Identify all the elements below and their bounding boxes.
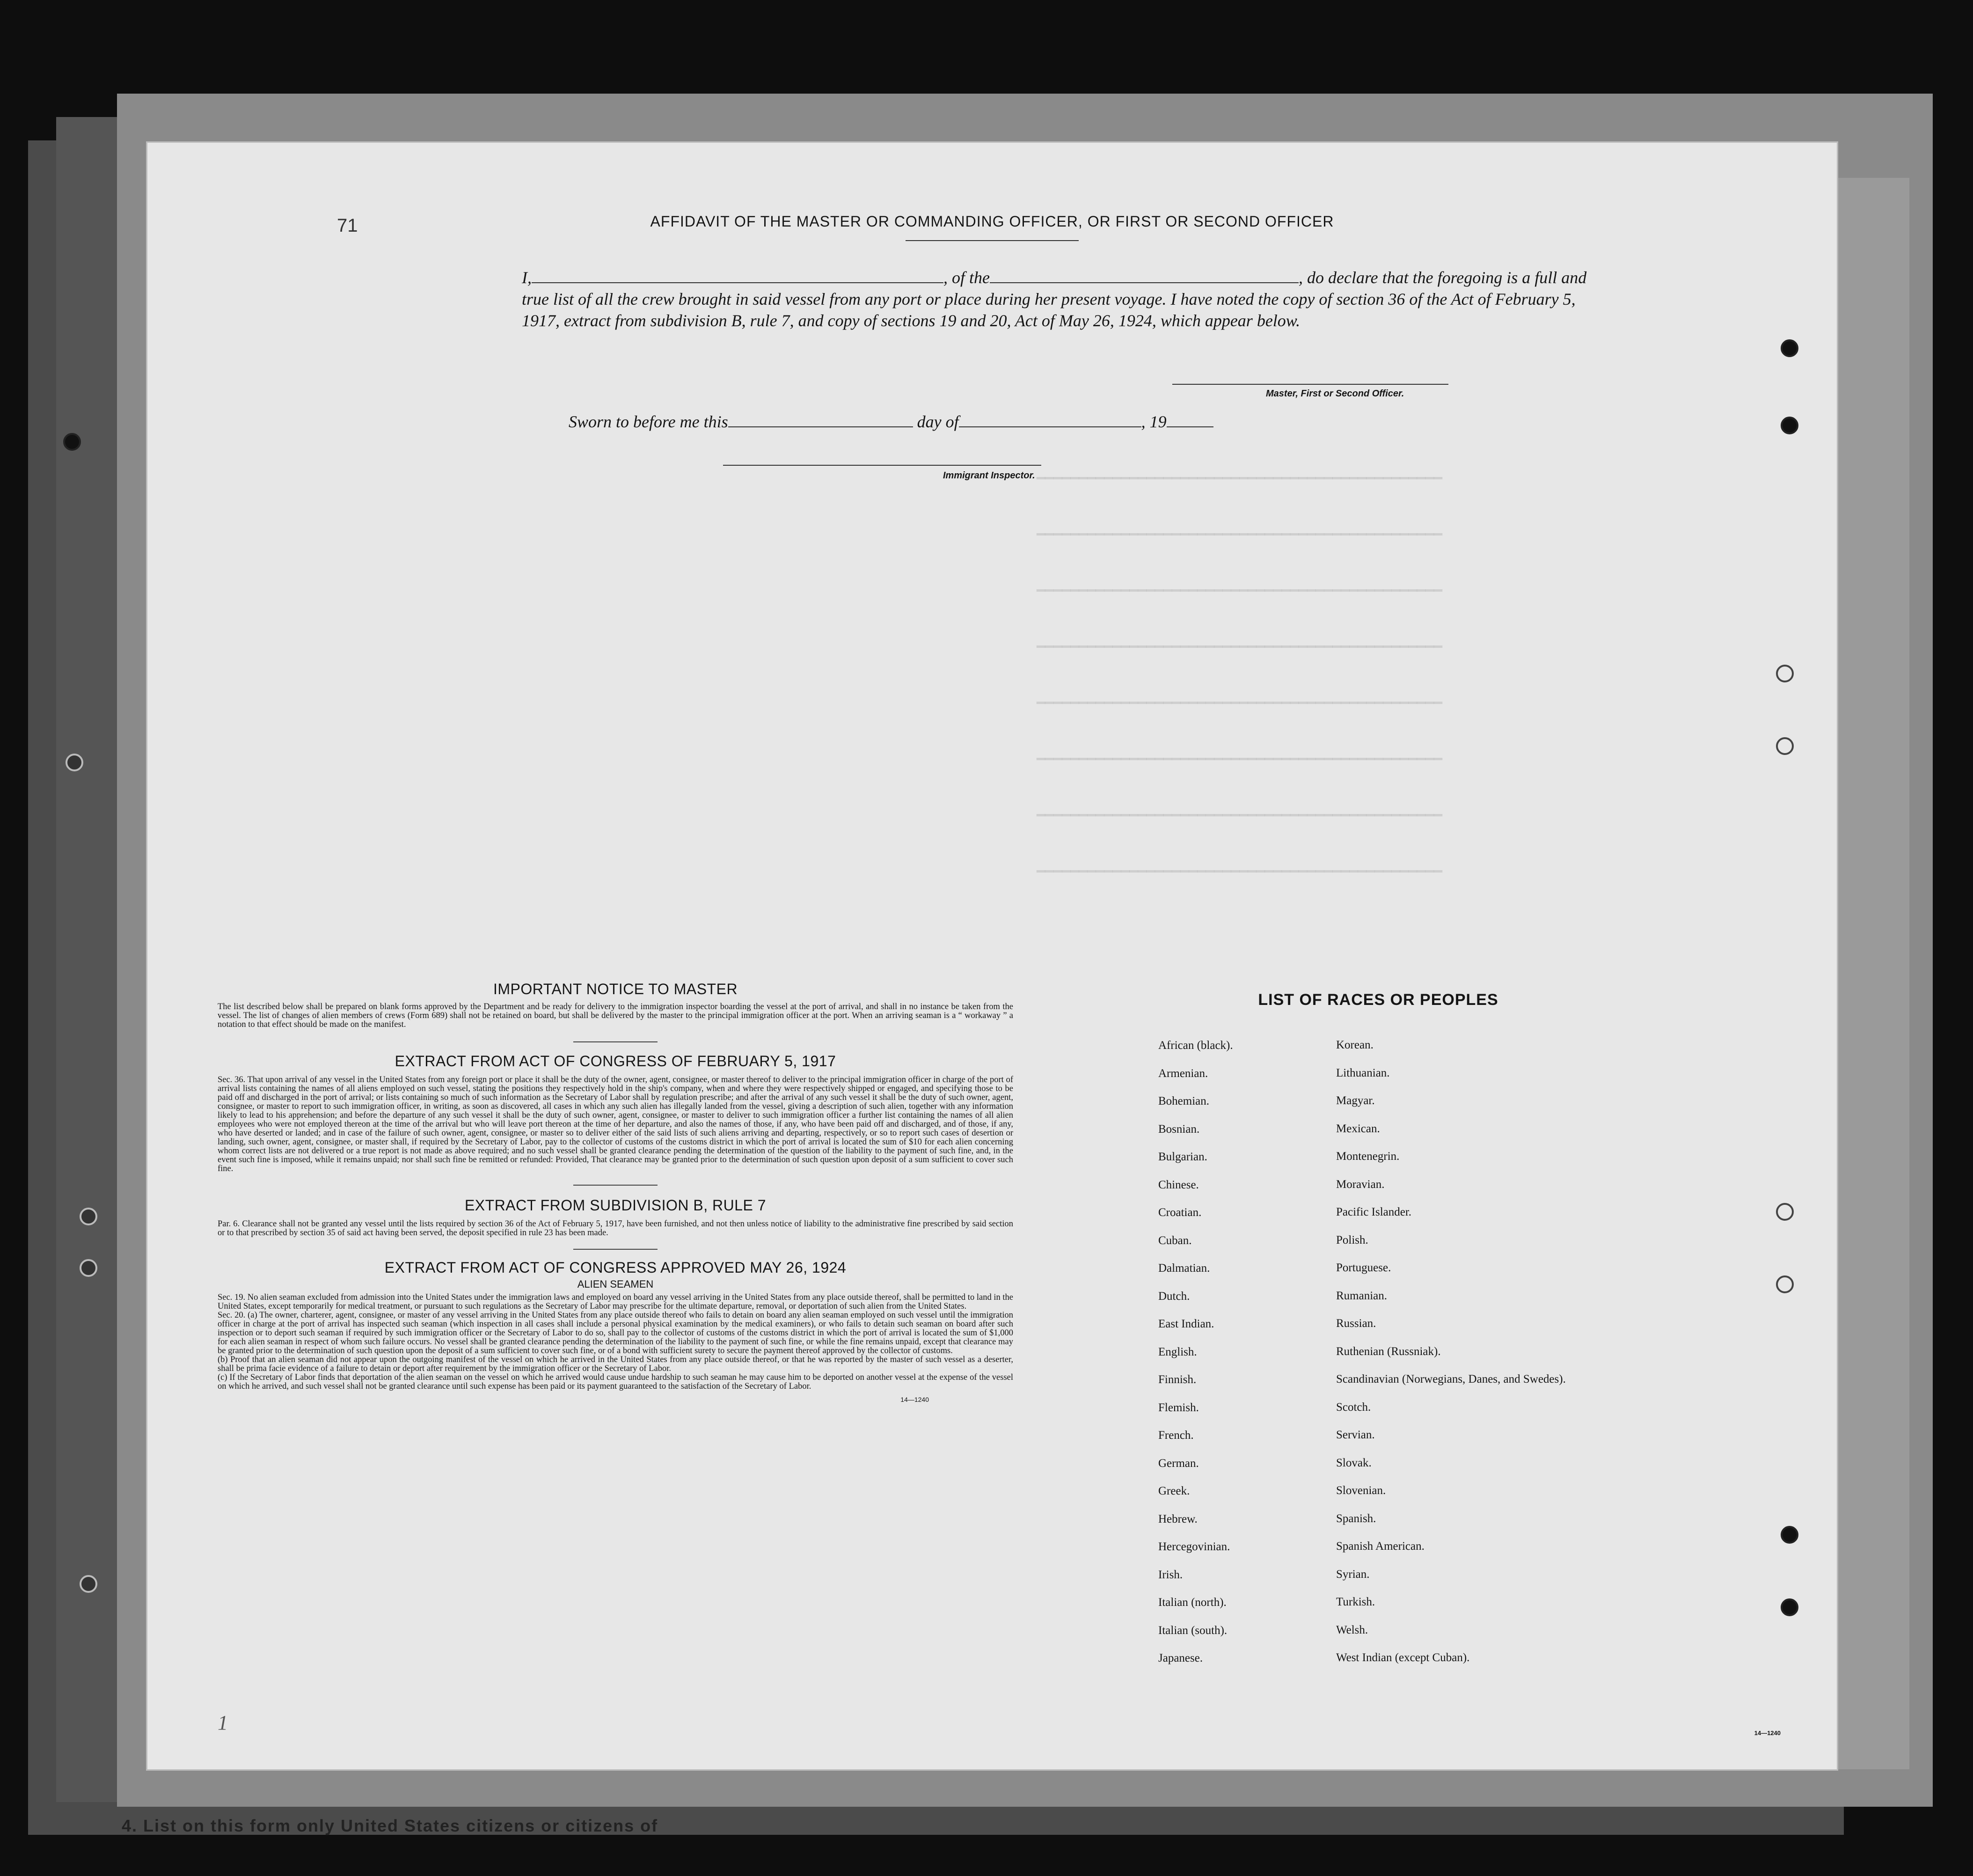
race-right: Mexican.	[1336, 1122, 1380, 1135]
section-rule	[573, 1185, 658, 1186]
race-left: Hebrew.	[1158, 1512, 1198, 1525]
race-left: Bohemian.	[1158, 1095, 1210, 1107]
year-blank	[1167, 412, 1213, 427]
race-right: Russian.	[1336, 1317, 1376, 1330]
race-row	[1158, 1318, 1579, 1346]
race-right: Slovenian.	[1336, 1484, 1386, 1497]
race-left: German.	[1158, 1457, 1199, 1470]
race-right: Scotch.	[1336, 1400, 1371, 1414]
race-left: Dutch.	[1158, 1290, 1190, 1303]
sworn-line	[569, 412, 1213, 432]
race-right: Korean.	[1336, 1039, 1374, 1051]
day-blank	[728, 412, 913, 427]
race-row	[1158, 1485, 1579, 1513]
races-title: LIST OF RACES OR PEOPLES	[1258, 991, 1498, 1009]
master-caption: Master, First or Second Officer.	[1266, 388, 1404, 399]
race-row	[1158, 1039, 1579, 1067]
race-right: Syrian.	[1336, 1568, 1370, 1581]
extract-rule7-heading: EXTRACT FROM SUBDIVISION B, RULE 7	[464, 1197, 767, 1214]
affidavit-i: I,	[522, 268, 532, 287]
affidavit-title: AFFIDAVIT OF THE MASTER OR COMMANDING OFFICER, OR FIRST OR SECOND OFFICER	[650, 213, 1334, 230]
top-mark: 71	[337, 215, 358, 236]
sworn-prefix: Sworn to before me this	[569, 412, 728, 431]
race-right: Spanish.	[1336, 1512, 1376, 1525]
title-rule	[906, 240, 1079, 241]
race-row	[1158, 1373, 1579, 1401]
binder-hole	[1781, 339, 1798, 357]
extract-rule7-body: Par. 6. Clearance shall not be granted any vessel until the lists required by section 36 of the Act of February 5, 1917, have been furnished, and not then unless notice of liability to the administrative fine prescribed by said section or to that prescribed by section 35 of said act having been served, the deposit specified in rule 23 has been made.	[218, 1219, 1013, 1238]
background-sheet-text: 4. List on this form only United States citizens or citizens of	[122, 1816, 658, 1835]
race-left: English.	[1158, 1345, 1197, 1358]
master-signature-line	[1172, 384, 1448, 385]
race-left: Armenian.	[1158, 1067, 1208, 1080]
extract-1924-sec20a: Sec. 20. (a) The owner, charterer, agent, consignee, or master of any vessel arriving in the United States from any place outside thereof who fails to detain on board any alien seaman employed on such vessel until the immigration officer in charge at the port of arrival has inspected such seaman (which inspection in all cases shall include a personal physical examination by the medical examiners), or who fails to detain such seaman on board after such inspection or to deport such seaman if required by such immigration officer or the Secretary of Labor to do so, shall pay to the collector of customs of the customs district in which the port of arrival is located the sum of $1,000 for each alien seaman in respect of whom such failure occurs. No vessel shall be granted clearance pending the determination of the liability to the payment of such fine, or while the fine remains unpaid, except that clearance may be granted prior to the determination of such question upon the deposit of a sum sufficient to cover such fine, or of a bond with sufficient surety to secure the payment thereof approved by the collector of customs.	[218, 1311, 1013, 1356]
extract-1924-sec19: Sec. 19. No alien seaman excluded from admission into the United States under the immigration laws and employed on board any vessel arriving in the United States from any place outside thereof, shall be permitted to land in the United States, except temporarily for medical treatment, or pursuant to such regulations as the Secretary of Labor may prescribe for the ultimate departure, removal, or deportation of such alien from the United States.	[218, 1293, 1013, 1311]
race-row	[1158, 1513, 1579, 1541]
race-row	[1158, 1151, 1579, 1179]
race-row	[1158, 1401, 1579, 1429]
race-row	[1158, 1290, 1579, 1318]
binder-hole	[1781, 417, 1798, 434]
extract-1917-body: Sec. 36. That upon arrival of any vessel in the United States from any foreign port or place it shall be the duty of the owner, agent, consignee, or master thereof to deliver to the principal immigration officer in charge of the port of arrival lists containing the names of all aliens employed on such vessel, stating the positions they respectively hold in the ship's company, when and where they were respectively shipped or engaged, and specifying those to be paid off and discharged in the port of arrival; or lists containing so much of such information as the Secretary of Labor shall by regulation prescribe; and after the arrival of any such vessel it shall be the duty of such owner, agent, consignee, or master to report to such immigration officer, in writing, as soon as discovered, all cases in which any such alien has illegally landed from the vessel, giving a description of such alien, together with any information likely to lead to his apprehension; and before the departure of any such vessel it shall be the duty of such owner, agent, consignee, or master to deliver to such immigration officer a further list containing the names of all alien employees who were not employed thereon at the time of the arrival but who will leave port thereon at the time of her departure, and also the names of those, if any, who have been paid off and discharged, and of those, if any, who have deserted or landed; and in case of the failure of such owner, agent, consignee, or master so to deliver either of the said lists of such aliens arriving and departing, respectively, or so to report such cases of desertion or landing, such owner, agent, consignee, or master shall, if required by the Secretary of Labor, pay to the collector of customs of the customs district in which the port of arrival is located the sum of $10 for each alien concerning whom correct lists are not delivered or a true report is not made as above required; and no such vessel shall be granted clearance pending the determination of the question of the liability to the payment of such fine, and, in the event such fine is imposed, while it remains unpaid; nor shall such fine be remitted or refunded: Provided, That clearance may be granted prior to the determination of such question upon deposit of a sum sufficient to cover such fine.	[218, 1075, 1013, 1173]
binder-hole	[63, 433, 81, 451]
race-right: Rumanian.	[1336, 1289, 1388, 1302]
race-left: Cuban.	[1158, 1234, 1192, 1247]
binder-hole	[1776, 665, 1794, 682]
race-right: Scandinavian (Norwegians, Danes, and Swedes).	[1336, 1373, 1566, 1385]
race-right: Turkish.	[1336, 1596, 1375, 1608]
extract-1924-subheading: ALIEN SEAMEN	[577, 1278, 654, 1290]
month-blank	[959, 412, 1141, 427]
race-left: Italian (north).	[1158, 1596, 1227, 1609]
corner-form-number: 14—1240	[1754, 1729, 1781, 1737]
sworn-day-of: day of	[917, 412, 959, 431]
race-row	[1158, 1067, 1579, 1095]
race-row	[1158, 1429, 1579, 1457]
race-row	[1158, 1346, 1579, 1374]
section-rule	[573, 1041, 658, 1042]
race-right: Spanish American.	[1336, 1540, 1425, 1553]
extract-1924-sec20c: (c) If the Secretary of Labor finds that deportation of the alien seaman on the vessel on which he arrived would cause undue hardship to such seaman he may cause him to be deported on another vessel at the expense of the vessel on which he arrived, and such vessel shall not be granted clearance until such expense has been paid or its payment guaranteed to the satisfaction of the Secretary of Labor.	[218, 1373, 1013, 1391]
races-list	[1158, 1039, 1579, 1680]
race-row	[1158, 1568, 1579, 1597]
race-left: Japanese.	[1158, 1652, 1203, 1664]
race-row	[1158, 1123, 1579, 1151]
race-right: Polish.	[1336, 1233, 1368, 1246]
form-number: 14—1240	[900, 1396, 929, 1403]
binder-hole	[80, 1575, 97, 1593]
race-right: West Indian (except Cuban).	[1336, 1651, 1470, 1664]
section-rule	[573, 1249, 658, 1250]
race-row	[1158, 1234, 1579, 1262]
race-right: Magyar.	[1336, 1094, 1375, 1107]
race-row	[1158, 1262, 1579, 1290]
extract-1917-heading: EXTRACT FROM ACT OF CONGRESS OF FEBRUARY 5, 1917	[395, 1053, 836, 1070]
affidavit-text	[522, 267, 1603, 331]
race-row	[1158, 1206, 1579, 1234]
binder-hole	[1781, 1598, 1798, 1616]
handwritten-mark: 1	[218, 1711, 228, 1734]
race-row	[1158, 1596, 1579, 1624]
binder-hole	[80, 1208, 97, 1225]
race-right: Servian.	[1336, 1429, 1375, 1441]
extract-1924-heading: EXTRACT FROM ACT OF CONGRESS APPROVED MAY 26, 1924	[384, 1259, 847, 1276]
race-right: Lithuanian.	[1336, 1066, 1390, 1079]
race-row	[1158, 1652, 1579, 1680]
race-row	[1158, 1540, 1579, 1568]
race-left: East Indian.	[1158, 1318, 1214, 1330]
race-right: Montenegrin.	[1336, 1150, 1400, 1163]
notice-heading: IMPORTANT NOTICE TO MASTER	[493, 981, 738, 997]
inspector-signature-line	[723, 465, 1041, 466]
race-right: Portuguese.	[1336, 1261, 1391, 1274]
race-left: Greek.	[1158, 1485, 1190, 1497]
sworn-year: , 19	[1141, 412, 1167, 431]
race-left: Chinese.	[1158, 1178, 1199, 1191]
race-left: Croatian.	[1158, 1206, 1202, 1219]
race-left: Irish.	[1158, 1568, 1183, 1581]
binder-hole	[66, 754, 83, 771]
race-left: Flemish.	[1158, 1401, 1199, 1414]
vessel-blank	[990, 268, 1299, 283]
race-left: Bulgarian.	[1158, 1151, 1207, 1163]
binder-hole	[1781, 1526, 1798, 1544]
race-left: Hercegovinian.	[1158, 1540, 1230, 1553]
affidavit-of-the: , of the	[943, 268, 990, 287]
document-page: ━━━━━━━━━━━━━━━━━━━━━━━━━━━━━━━━━━━━━━━━━━━━━━━━ ━━━━━━━━━━━━━━━━━━━━━━━━━━━━━━━━━━━━━━━━━━━━━━━━ ━━━━━━━━━━━━━━━━━━━━━━━━━━━━━━━━━━━━━━━━━━━━━━━━ ━━━━━━━━━━━━━━━━━━━━━━━━━━━━━━━━━━━━━━━━━━━━━━━━ ━━━━━━━━━━━━━━━━━━━━━━━━━━━━━━━━━━━━━━━━━━━━━━━━ ━━━━━━━━━━━━━━━━━━━━━━━━━━━━━━━━━━━━━━━━━━━━━━━━ ━━━━━━━━━━━━━━━━━━━━━━━━━━━━━━━━━━━━━━━━━━━━━━━━ ━━━━━━━━━━━━━━━━━━━━━━━━━━━━━━━━━━━━━━━━━━━━━━━━ AFFIDAVIT OF THE MASTER OR COMMANDING OFFICER, OR FIRST OR SECOND OFFICER I, , of the , do declare that the foregoing is a full and true list of all the crew brought in said vessel from any port or place during her present voyage. I have noted the copy of section 36 of the Act of February 5, 1917, extract from subdivision B, rule 7, and copy of sections 19 and 20, Act of May 26, 1924, which appear below. Master, First or Second Officer. Sworn to before me this day of , 19 Immigrant Inspector. IMPORTANT NOTICE TO MASTER The list described below shall be prepared on blank forms approved by the Department and be ready for delivery to the immigration inspector boarding the vessel at the port of arrival, and shall in no instance be taken from the vessel. The list of changes of alien members of crews (Form 689) shall not be retained on board, but shall be delivered by the master to the principal immigration officer at the port. When an arriving seaman is a “ workaway ” a notation to that effect should be made on the manifest. EXTRACT FROM ACT OF CONGRESS OF FEBRUARY 5, 1917 Sec. 36. That upon arrival of any vessel in the United States from any foreign port or place it shall be the duty of the owner, agent, consignee, or master thereof to deliver to the principal immigration officer in charge of the port of arrival lists containing the names of all aliens employed on such vessel, stating the positions they respectively hold in the ship's company, when and where they were respectively shipped or engaged, and specifying those to be paid off and discharged in the port of arrival; or lists containing so much of such information as the Secretary of Labor shall by regulation prescribe; and after the arrival of any such vessel it shall be the duty of such owner, agent, consignee, or master to report to such immigration officer, in writing, as soon as discovered, all cases in which any such alien has illegally landed from the vessel, giving a description of such alien, together with any information likely to lead to his apprehension; and before the departure of any such vessel it shall be the duty of such owner, agent, consignee, or master to deliver to such immigration officer a further list containing the names of all alien employees who were not employed thereon at the time of the arrival but who will leave port thereon at the time of her departure, and also the names of those, if any, who have been paid off and discharged, and of those, if any, who have deserted or landed; and in case of the failure of such owner, agent, consignee, or master so to deliver either of the said lists of such aliens arriving and departing, respectively, or so to report such cases of desertion or landing, such owner, agent, consignee, or master shall, if required by the Secretary of Labor, pay to the collector of customs of the customs district in which the port of arrival is located the sum of $10 for each alien concerning whom correct lists are not delivered or a true report is not made as above required; and no such vessel shall be granted clearance pending the determination of the question of the liability to the payment of such fine, and, in the event such fine is imposed, while it remains unpaid; nor shall such fine be remitted or refunded: Provided, That clearance may be granted prior to the determination of such question upon deposit of a sum sufficient to cover such fine. EXTRACT FROM SUBDIVISION B, RULE 7 Par. 6. Clearance shall not be granted any vessel until the lists required by section 36 of the Act of February 5, 1917, have been furnished, and not then unless notice of liability to the administrative fine prescribed by said section or to that prescribed by section 35 of said act having been served, the deposit specified in rule 23 has been made. EXTRACT FROM ACT OF CONGRESS APPROVED MAY 26, 1924 ALIEN SEAMEN Sec. 19. No alien seaman excluded from admission into the United States under the immigration laws and employed on board any vessel arriving in the United States from any place outside thereof, shall be permitted to land in the United States, except temporarily for medical treatment, or pursuant to such regulations as the Secretary of Labor may prescribe for the ultimate departure, removal, or deportation of such alien from the United States. Sec. 20. (a) The owner, charterer, agent, consignee, or master of any vessel arriving in the United States from any place outside thereof who fails to detain on board any alien seaman employed on such vessel until the immigration officer in charge at the port of arrival has inspected such seaman (which inspection in all cases shall include a personal physical examination by the medical examiners), or who fails to detain such seaman on board after such inspection or to deport such seaman if required by such immigration officer or the Secretary of Labor to do so, shall pay to the collector of customs of the customs district in which the port of arrival is located the sum of $1,000 for each alien seaman in respect of whom such failure occurs. No vessel shall be granted clearance pending the determination of the liability to the payment of such fine, or while the fine remains unpaid, except that clearance may be granted prior to the determination of such question upon the deposit of a sum sufficient to cover such fine, or of a bond with sufficient surety to secure the payment thereof approved by the collector of customs. (b) Proof that an alien seaman did not appear upon the outgoing manifest of the vessel on which he arrived in the United States from any place outside thereof, or that he was reported by the master of such vessel as a deserter, shall be prima facie evidence of a failure to detain or deport after requirement by the immigration officer or the Secretary of Labor. (c) If the Secretary of Labor finds that deportation of the alien seaman on the vessel on which he arrived would cause undue hardship to such seaman he may cause him to be deported on another vessel at the expense of the vessel on which he arrived, and such vessel shall not be granted clearance until such expense has been paid or its payment guaranteed to the satisfaction of the Secretary of Labor. 14—1240 LIST OF RACES OR PEOPLES African (black). Korean. Armenian. Lithuanian. Bohemian. Magyar. Bosnian. Mexican. Bulgarian. Montenegrin. Chinese. Moravian. Croatian. Pacific Islander. Cuban. Polish. Dalmatian. Portuguese. Dutch. Rumanian. East Indian. Russian. English. Ruthenian (Russniak). Finnish. Scandinavian (Norwegians, Danes, and Swedes). Flemish. Scotch. French. Servian. German. Slovak. Greek. Slovenian. Hebrew. Spanish. Hercegovinian. Spanish American. Irish. Syrian. Italian (north). Turkish. Italian (south). Welsh. Japanese. West Indian (except Cuban). 14—1240 1	[147, 143, 1837, 1769]
race-right: Welsh.	[1336, 1623, 1368, 1636]
race-left: Bosnian.	[1158, 1122, 1200, 1136]
name-blank	[532, 268, 943, 283]
race-left: Finnish.	[1158, 1373, 1197, 1386]
race-row	[1158, 1624, 1579, 1652]
race-row	[1158, 1457, 1579, 1485]
race-right: Moravian.	[1336, 1178, 1385, 1191]
race-left: Italian (south).	[1158, 1624, 1228, 1637]
race-left: French.	[1158, 1429, 1194, 1442]
binder-hole	[1776, 1203, 1794, 1221]
race-right: Ruthenian (Russniak).	[1336, 1345, 1441, 1358]
affidavit-do-declare: , do declare	[1298, 268, 1378, 287]
binder-hole	[1776, 1275, 1794, 1293]
race-right: Pacific Islander.	[1336, 1206, 1412, 1218]
race-row	[1158, 1179, 1579, 1207]
inspector-caption: Immigrant Inspector.	[943, 470, 1035, 481]
notice-body: The list described below shall be prepared on blank forms approved by the Department and be ready for delivery to the immigration inspector boarding the vessel at the port of arrival, and shall in no instance be taken from the vessel. The list of changes of alien members of crews (Form 689) shall not be retained on board, but shall be delivered by the master to the principal immigration officer at the port. When an arriving seaman is a “ workaway ” a notation to that effect should be made on the manifest.	[218, 1002, 1013, 1029]
race-left: African (black).	[1158, 1039, 1233, 1052]
race-left: Dalmatian.	[1158, 1262, 1210, 1275]
affidavit-body: that the foregoing is a full and true list of all the crew brought in said vessel from any port or place during her present voyage. I have noted the copy of section 36 of the Act of February 5, 1917, extract from subdivision B, rule 7, and copy of sections 19 and 20, Act of May 26, 1924, which appear below.	[522, 268, 1587, 330]
binder-hole	[80, 1259, 97, 1277]
race-right: Slovak.	[1336, 1456, 1372, 1469]
notices-column	[218, 981, 1013, 1403]
race-row	[1158, 1095, 1579, 1123]
extract-1924-sec20b: (b) Proof that an alien seaman did not appear upon the outgoing manifest of the vessel on which he arrived in the United States from any place outside thereof, or that he was reported by the master of such vessel as a deserter, shall be prima facie evidence of a failure to detain or deport after requirement by the immigration officer or the Secretary of Labor.	[218, 1355, 1013, 1373]
binder-hole	[1776, 737, 1794, 755]
